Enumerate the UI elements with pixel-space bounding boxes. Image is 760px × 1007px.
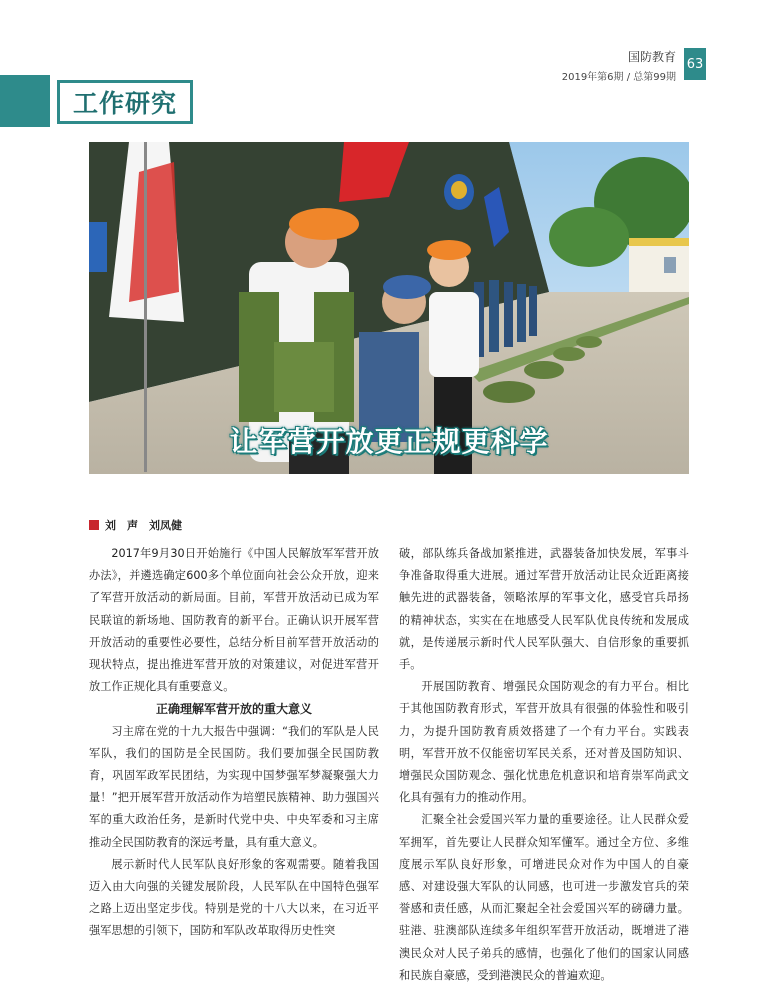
paragraph: 2017年9月30日开始施行《中国人民解放军军营开放办法》，并遴选确定600多个单位面向社会公众开放，迎来了军营开放活动的新局面。目前，军营开放活动已成为军民联谊的新场地、国防教育的新平台。正确认识开展军营开放活动的重要性必要性，总结分析目前军营开放活动的现状特点，提出推进军营开放的对策建议，对促进军营开放工作正规化具有重要意义。 — [89, 547, 379, 694]
running-header — [562, 48, 676, 83]
section-color-block — [0, 75, 50, 127]
author-names: 刘 声 刘凤健 — [105, 519, 182, 532]
paragraph: 汇聚全社会爱国兴军力量的重要途径。让人民群众爱军拥军，首先要让人民群众知军懂军。通过全方位、多维度展示军队良好形象，可增进民众对作为中国人的自豪感、对建设强大军队的认同感，也可进一步激发官兵的荣誉感和责任感，从而汇聚起全社会爱国兴军的磅礴力量。驻港、驻澳部队连续多年组织军营开放活动，既增进了港澳民众对人民子弟兵的感情，也强化了他们的国家认同感和民族自豪感，受到港澳民众的普遍欢迎。 — [399, 813, 689, 982]
paragraph: 开展国防教育、增强民众国防观念的有力平台。相比于其他国防教育形式，军营开放具有很强的体验性和吸引力，为提升国防教育质效搭建了一个有力平台。实践表明，军营开放不仅能密切军民关系，还对普及国防知识、增强民众国防观念、强化忧患危机意识和培育崇军尚武文化具有强有力的推动作用。 — [399, 680, 689, 805]
article-photo — [89, 142, 689, 474]
magazine-name: 国防教育 — [627, 50, 676, 64]
paragraph: 展示新时代人民军队良好形象的客观需要。随着我国迈入由大向强的关键发展阶段，人民军队在中国特色强军之路上迈出坚定步伐。特别是党的十八大以来，在习近平强军思想的引领下，国防和军队改革取得历史性突 — [89, 857, 379, 938]
article-column-right — [399, 543, 689, 987]
photo-title: 让军营开放更正规更科学 — [229, 425, 549, 458]
byline — [89, 517, 182, 533]
paragraph: 习主席在党的十九大报告中强调：“我们的军队是人民军队，我们的国防是全民国防。我们要加强全民国防教育，巩固军政军民团结，为实现中国梦强军梦凝聚强大力量！”把开展军营开放活动作为培塑民族精神、助力强国兴军的重大政治任务，是新时代党中央、中央军委和习主席推动全民国防教育的深远考量，具有重大意义。 — [89, 724, 379, 849]
section-heading: 正确理解军营开放的重大意义 — [155, 702, 312, 717]
page-number: 63 — [684, 48, 706, 80]
article-column-left — [89, 543, 379, 943]
section-title: 工作研究 — [57, 80, 193, 124]
issue-info: 2019年第6期 / 总第99期 — [561, 72, 676, 83]
byline-marker-icon — [89, 520, 99, 530]
paragraph: 破，部队练兵备战加紧推进，武器装备加快发展，军事斗争准备取得重大进展。通过军营开放活动让民众近距离接触先进的武器装备，领略浓厚的军事文化，感受官兵昂扬的精神状态，实实在在地感受人民军队优良传统和发展成就，是传递展示新时代人民军队强大、自信形象的重要抓手。 — [399, 547, 689, 672]
